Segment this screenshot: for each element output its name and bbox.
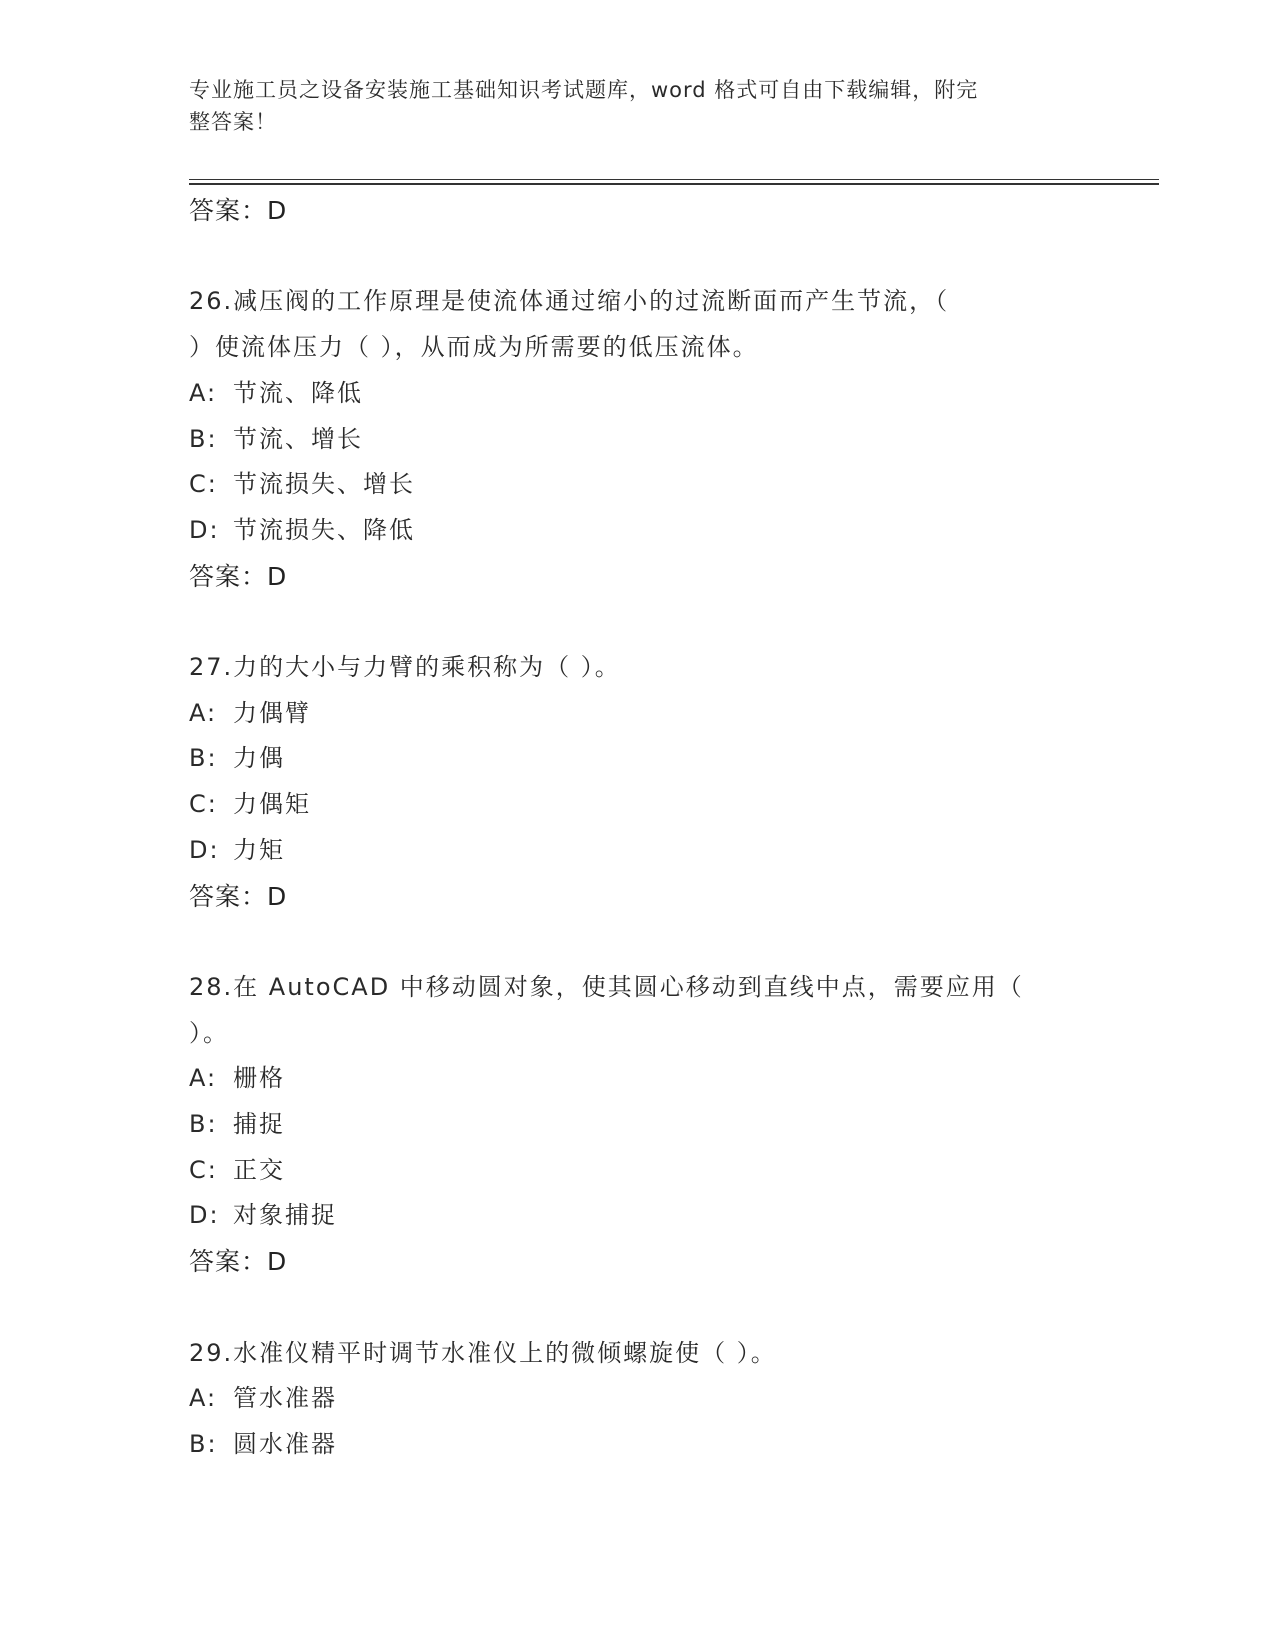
option-key: B:	[189, 744, 218, 773]
option-key: D:	[189, 515, 220, 544]
page-header	[189, 74, 1069, 138]
answer-value: D	[267, 196, 288, 225]
question-stem: ）。	[189, 1018, 229, 1047]
option-text: 捕捉	[233, 1110, 285, 1139]
option-key: B:	[189, 1429, 218, 1458]
option-c	[189, 782, 1089, 828]
option-a	[189, 1376, 1089, 1422]
header-divider-thick	[189, 183, 1159, 185]
answer-label: 答案：	[189, 1247, 268, 1277]
answer-label: 答案：	[189, 196, 268, 225]
option-text: 正交	[233, 1155, 285, 1184]
option-text: 节流损失、降低	[233, 515, 415, 544]
option-key: C:	[189, 470, 218, 499]
option-b	[189, 1422, 1089, 1468]
option-a	[189, 691, 1089, 737]
header-divider-thin	[189, 179, 1159, 180]
answer-line	[189, 554, 1089, 600]
option-text: 节流、增长	[233, 424, 363, 453]
option-text: 栅格	[233, 1064, 285, 1093]
option-d	[189, 828, 1089, 874]
option-key: C:	[189, 790, 218, 819]
answer-value: D	[267, 881, 288, 911]
option-key: A:	[189, 1384, 218, 1413]
option-key: A:	[189, 378, 218, 407]
option-text: 力偶臂	[233, 698, 311, 727]
answer-line	[189, 874, 1089, 920]
option-key: C:	[189, 1155, 218, 1184]
answer-line	[189, 1239, 1089, 1285]
option-b	[189, 417, 1089, 463]
option-key: D:	[189, 1201, 220, 1230]
question-stem: 29.水准仪精平时调节水准仪上的微倾螺旋使（ ）。	[189, 1338, 777, 1367]
spacer	[189, 599, 1089, 645]
answer-line	[189, 188, 1089, 234]
answer-value: D	[267, 1247, 288, 1277]
option-b	[189, 1102, 1089, 1148]
question-list	[189, 188, 1089, 1468]
question-stem: 26.减压阀的工作原理是使流体通过缩小的过流断面而产生节流，（	[189, 287, 950, 316]
option-key: B:	[189, 424, 218, 453]
option-b	[189, 736, 1089, 782]
option-key: A:	[189, 1064, 218, 1093]
spacer	[189, 234, 1089, 280]
answer-label: 答案：	[189, 881, 268, 911]
answer-value: D	[267, 561, 288, 591]
option-a	[189, 1056, 1089, 1102]
question-28	[189, 965, 1089, 1285]
question-stem: 28.在 AutoCAD 中移动圆对象，使其圆心移动到直线中点，需要应用（	[189, 972, 1024, 1001]
question-26	[189, 279, 1089, 599]
question-29	[189, 1331, 1089, 1468]
option-text: 力偶矩	[233, 790, 311, 819]
option-key: A:	[189, 698, 218, 727]
option-text: 力偶	[233, 744, 285, 773]
option-text: 管水准器	[233, 1384, 337, 1413]
option-a	[189, 371, 1089, 417]
option-d	[189, 1193, 1089, 1239]
option-text: 对象捕捉	[233, 1201, 337, 1230]
option-key: D:	[189, 835, 220, 864]
option-text: 节流、降低	[233, 378, 363, 407]
answer-label: 答案：	[189, 561, 268, 591]
header-line-2: 整答案！	[189, 110, 277, 134]
option-d	[189, 508, 1089, 554]
question-stem: 27.力的大小与力臂的乘积称为（ ）。	[189, 653, 621, 681]
spacer	[189, 919, 1089, 965]
option-text: 力矩	[233, 835, 285, 864]
option-key: B:	[189, 1110, 218, 1139]
question-27	[189, 645, 1089, 919]
option-text: 圆水准器	[233, 1429, 337, 1458]
option-text: 节流损失、增长	[233, 470, 415, 499]
header-line-1: 专业施工员之设备安装施工基础知识考试题库，word 格式可自由下载编辑，附完	[189, 78, 979, 102]
question-stem: ）使流体压力（ ），从而成为所需要的低压流体。	[189, 333, 759, 362]
option-c	[189, 1148, 1089, 1194]
option-c	[189, 462, 1089, 508]
spacer	[189, 1285, 1089, 1331]
